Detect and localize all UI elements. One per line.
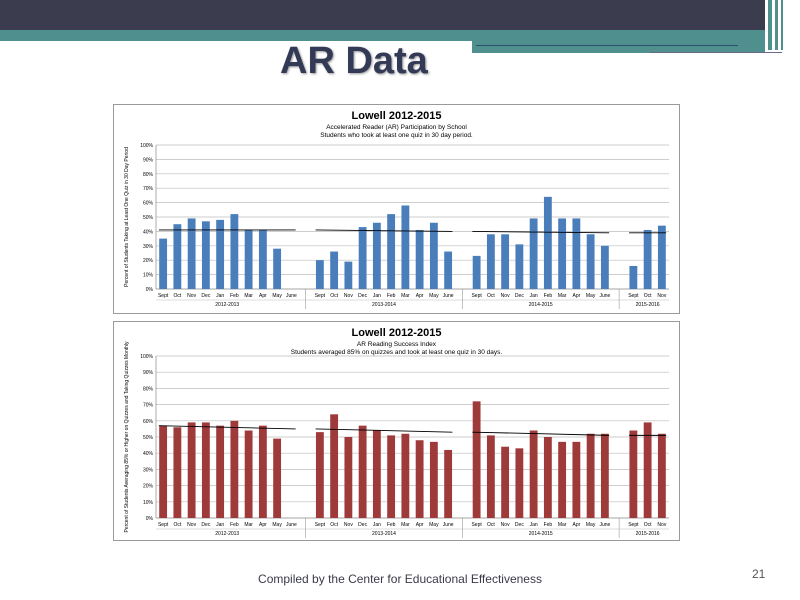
accent-line-2 xyxy=(650,52,782,53)
x-tick-label: Nov xyxy=(343,522,353,528)
bar xyxy=(544,437,552,518)
group-label: 2014-2015 xyxy=(528,302,553,308)
bar xyxy=(515,244,523,289)
group-label: 2015-2016 xyxy=(635,531,660,537)
bar xyxy=(316,432,324,518)
bar xyxy=(530,218,538,289)
x-tick-label: May xyxy=(272,293,282,299)
y-tick-label: 30% xyxy=(142,243,153,250)
bar xyxy=(230,214,238,289)
bar xyxy=(373,223,381,289)
bar xyxy=(587,434,595,518)
y-tick-label: 100% xyxy=(140,354,153,360)
bar xyxy=(173,224,181,289)
y-axis-label: Percent of Students Averaging 85% or Higher on Quizzes and Taking Quizzes Monthly xyxy=(124,341,130,533)
bar xyxy=(230,421,238,518)
x-tick-label: Feb xyxy=(543,522,553,528)
x-tick-label: Jan xyxy=(216,522,225,528)
chart-subtitle: AR Reading Success Index xyxy=(356,341,437,348)
y-tick-label: 70% xyxy=(142,186,153,193)
bar xyxy=(416,440,424,518)
x-tick-label: Mar xyxy=(401,522,410,528)
x-tick-label: Sept xyxy=(314,293,326,299)
group-label: 2013-2014 xyxy=(372,531,396,537)
y-tick-label: 60% xyxy=(142,418,153,425)
bar xyxy=(544,197,552,289)
bar xyxy=(644,422,652,518)
x-tick-label: June xyxy=(599,293,611,299)
group-label: 2012-2013 xyxy=(215,531,240,537)
y-tick-label: 90% xyxy=(142,157,153,164)
bar xyxy=(629,266,637,289)
bar xyxy=(658,434,666,518)
x-tick-label: Mar xyxy=(244,293,253,299)
footer-text: Compiled by the Center for Educational Effectiveness xyxy=(258,572,542,586)
bar xyxy=(330,414,338,518)
x-tick-label: Oct xyxy=(173,522,182,528)
bar xyxy=(601,434,609,518)
x-tick-label: Feb xyxy=(386,293,396,299)
bar xyxy=(387,435,395,518)
chart-frame-success-index xyxy=(113,321,680,541)
x-tick-label: Feb xyxy=(543,293,553,299)
bar xyxy=(444,450,452,518)
y-tick-label: 20% xyxy=(142,258,153,265)
y-tick-label: 50% xyxy=(142,215,153,221)
y-tick-label: 60% xyxy=(142,200,153,207)
x-tick-label: June xyxy=(442,522,454,528)
group-label: 2012-2013 xyxy=(215,302,240,308)
chart-subtitle: Students averaged 85% on quizzes and took at least one quiz in 30 days. xyxy=(290,349,503,356)
x-tick-label: June xyxy=(285,522,297,528)
bar xyxy=(487,234,495,289)
x-tick-label: Mar xyxy=(401,293,410,299)
x-tick-label: Nov xyxy=(657,522,667,528)
x-tick-label: June xyxy=(285,293,297,299)
x-tick-label: June xyxy=(442,293,454,299)
x-tick-label: Oct xyxy=(486,522,495,528)
x-tick-label: Nov xyxy=(187,522,197,528)
x-tick-label: Apr xyxy=(572,293,581,299)
x-tick-label: Sept xyxy=(314,522,326,528)
x-tick-label: Feb xyxy=(230,522,239,528)
bar xyxy=(245,230,253,289)
bar xyxy=(430,223,438,289)
bar xyxy=(387,214,395,289)
x-tick-label: Dec xyxy=(514,293,524,299)
x-tick-label: Apr xyxy=(415,293,424,299)
x-tick-label: Oct xyxy=(643,522,652,528)
x-tick-label: Apr xyxy=(415,522,424,528)
x-tick-label: Sept xyxy=(628,293,639,299)
y-tick-label: 10% xyxy=(142,499,153,506)
bar xyxy=(501,447,509,518)
chart-title: Lowell 2012-2015 xyxy=(351,110,442,122)
x-tick-label: Apr xyxy=(258,293,267,299)
bar xyxy=(373,431,381,518)
top-dark-bar xyxy=(0,0,765,30)
bar xyxy=(473,401,481,518)
x-tick-label: Dec xyxy=(514,522,524,528)
x-tick-label: Sept xyxy=(471,522,482,528)
bar xyxy=(330,252,338,289)
y-axis-label: Percent of Students Taking at Least One Quiz in 30 Day Period xyxy=(124,147,130,287)
bar xyxy=(188,422,196,518)
x-tick-label: Dec xyxy=(201,293,211,299)
bar xyxy=(401,434,409,518)
bar xyxy=(216,426,224,518)
bar xyxy=(629,431,637,518)
bar xyxy=(558,218,566,289)
x-tick-label: Jan xyxy=(216,293,225,299)
chart-frame-participation xyxy=(113,104,680,314)
chart-title: Lowell 2012-2015 xyxy=(351,327,442,339)
bar xyxy=(273,439,281,518)
bar xyxy=(430,442,438,518)
bar xyxy=(159,239,167,289)
bar xyxy=(644,230,652,289)
y-tick-label: 90% xyxy=(142,370,153,377)
bar xyxy=(188,218,196,289)
x-tick-label: June xyxy=(599,522,611,528)
bar xyxy=(344,437,352,518)
bar xyxy=(515,448,523,518)
x-tick-label: Dec xyxy=(358,522,368,528)
chart-subtitle: Accelerated Reader (AR) Participation by School xyxy=(326,124,467,131)
bar xyxy=(259,426,267,518)
x-tick-label: Dec xyxy=(358,293,368,299)
x-tick-label: Nov xyxy=(500,522,510,528)
x-tick-label: Mar xyxy=(557,293,567,299)
x-tick-label: May xyxy=(585,293,596,299)
accent-vbar-3 xyxy=(781,0,783,50)
bar xyxy=(658,226,666,289)
bar xyxy=(587,234,595,289)
bar xyxy=(444,252,452,289)
x-tick-label: May xyxy=(429,293,439,299)
group-label: 2013-2014 xyxy=(372,302,396,308)
bar xyxy=(416,230,424,289)
y-tick-label: 50% xyxy=(142,435,153,441)
x-tick-label: May xyxy=(272,522,282,528)
bar xyxy=(487,435,495,518)
y-tick-label: 100% xyxy=(140,143,153,149)
y-tick-label: 80% xyxy=(142,171,153,178)
bar xyxy=(572,218,580,289)
chart-subtitle: Students who took at least one quiz in 30 day period. xyxy=(320,132,473,139)
x-tick-label: Sept xyxy=(157,293,169,299)
bar xyxy=(159,426,167,518)
accent-vbar-1 xyxy=(768,0,772,50)
y-tick-label: 40% xyxy=(142,451,153,458)
x-tick-label: Dec xyxy=(201,522,211,528)
y-tick-label: 20% xyxy=(142,483,153,490)
bar xyxy=(344,262,352,289)
x-tick-label: May xyxy=(585,522,596,528)
x-tick-label: Apr xyxy=(572,522,581,528)
x-tick-label: Oct xyxy=(486,293,495,299)
slide-title: AR Data xyxy=(280,40,428,82)
accent-vbar-2 xyxy=(775,0,778,50)
y-tick-label: 70% xyxy=(142,402,153,409)
x-tick-label: Jan xyxy=(529,293,538,299)
x-tick-label: Jan xyxy=(372,293,381,299)
participation-chart xyxy=(114,105,679,313)
bar xyxy=(202,422,210,518)
x-tick-label: Jan xyxy=(372,522,381,528)
bar xyxy=(401,205,409,289)
bar xyxy=(530,431,538,518)
x-tick-label: Feb xyxy=(230,293,239,299)
x-tick-label: Feb xyxy=(386,522,396,528)
success-index-chart xyxy=(114,322,679,540)
bar xyxy=(316,260,324,289)
bar xyxy=(173,427,181,518)
y-tick-label: 80% xyxy=(142,386,153,393)
x-tick-label: Apr xyxy=(258,522,267,528)
x-tick-label: Oct xyxy=(330,293,339,299)
bar xyxy=(259,230,267,289)
group-label: 2014-2015 xyxy=(528,531,553,537)
bar xyxy=(572,442,580,518)
y-tick-label: 0% xyxy=(145,516,153,522)
x-tick-label: Mar xyxy=(244,522,253,528)
y-tick-label: 0% xyxy=(145,287,153,293)
group-label: 2015-2016 xyxy=(635,302,660,308)
x-tick-label: Nov xyxy=(657,293,667,299)
x-tick-label: Nov xyxy=(187,293,197,299)
y-tick-label: 40% xyxy=(142,229,153,236)
bar xyxy=(558,442,566,518)
x-tick-label: Jan xyxy=(529,522,538,528)
x-tick-label: Oct xyxy=(643,293,652,299)
bar xyxy=(501,234,509,289)
bar xyxy=(473,256,481,289)
bar xyxy=(359,426,367,518)
bar xyxy=(202,221,210,289)
accent-line-1 xyxy=(476,45,738,46)
page-number: 21 xyxy=(752,567,766,581)
x-tick-label: Sept xyxy=(628,522,639,528)
x-tick-label: Sept xyxy=(157,522,169,528)
x-tick-label: Nov xyxy=(500,293,510,299)
x-tick-label: Oct xyxy=(173,293,182,299)
y-tick-label: 30% xyxy=(142,467,153,474)
x-tick-label: May xyxy=(429,522,439,528)
y-tick-label: 10% xyxy=(142,272,153,279)
x-tick-label: Sept xyxy=(471,293,482,299)
bar xyxy=(273,249,281,289)
bar xyxy=(601,246,609,289)
x-tick-label: Mar xyxy=(557,522,567,528)
bar xyxy=(245,431,253,518)
bar xyxy=(359,227,367,289)
x-tick-label: Oct xyxy=(330,522,339,528)
x-tick-label: Nov xyxy=(343,293,353,299)
